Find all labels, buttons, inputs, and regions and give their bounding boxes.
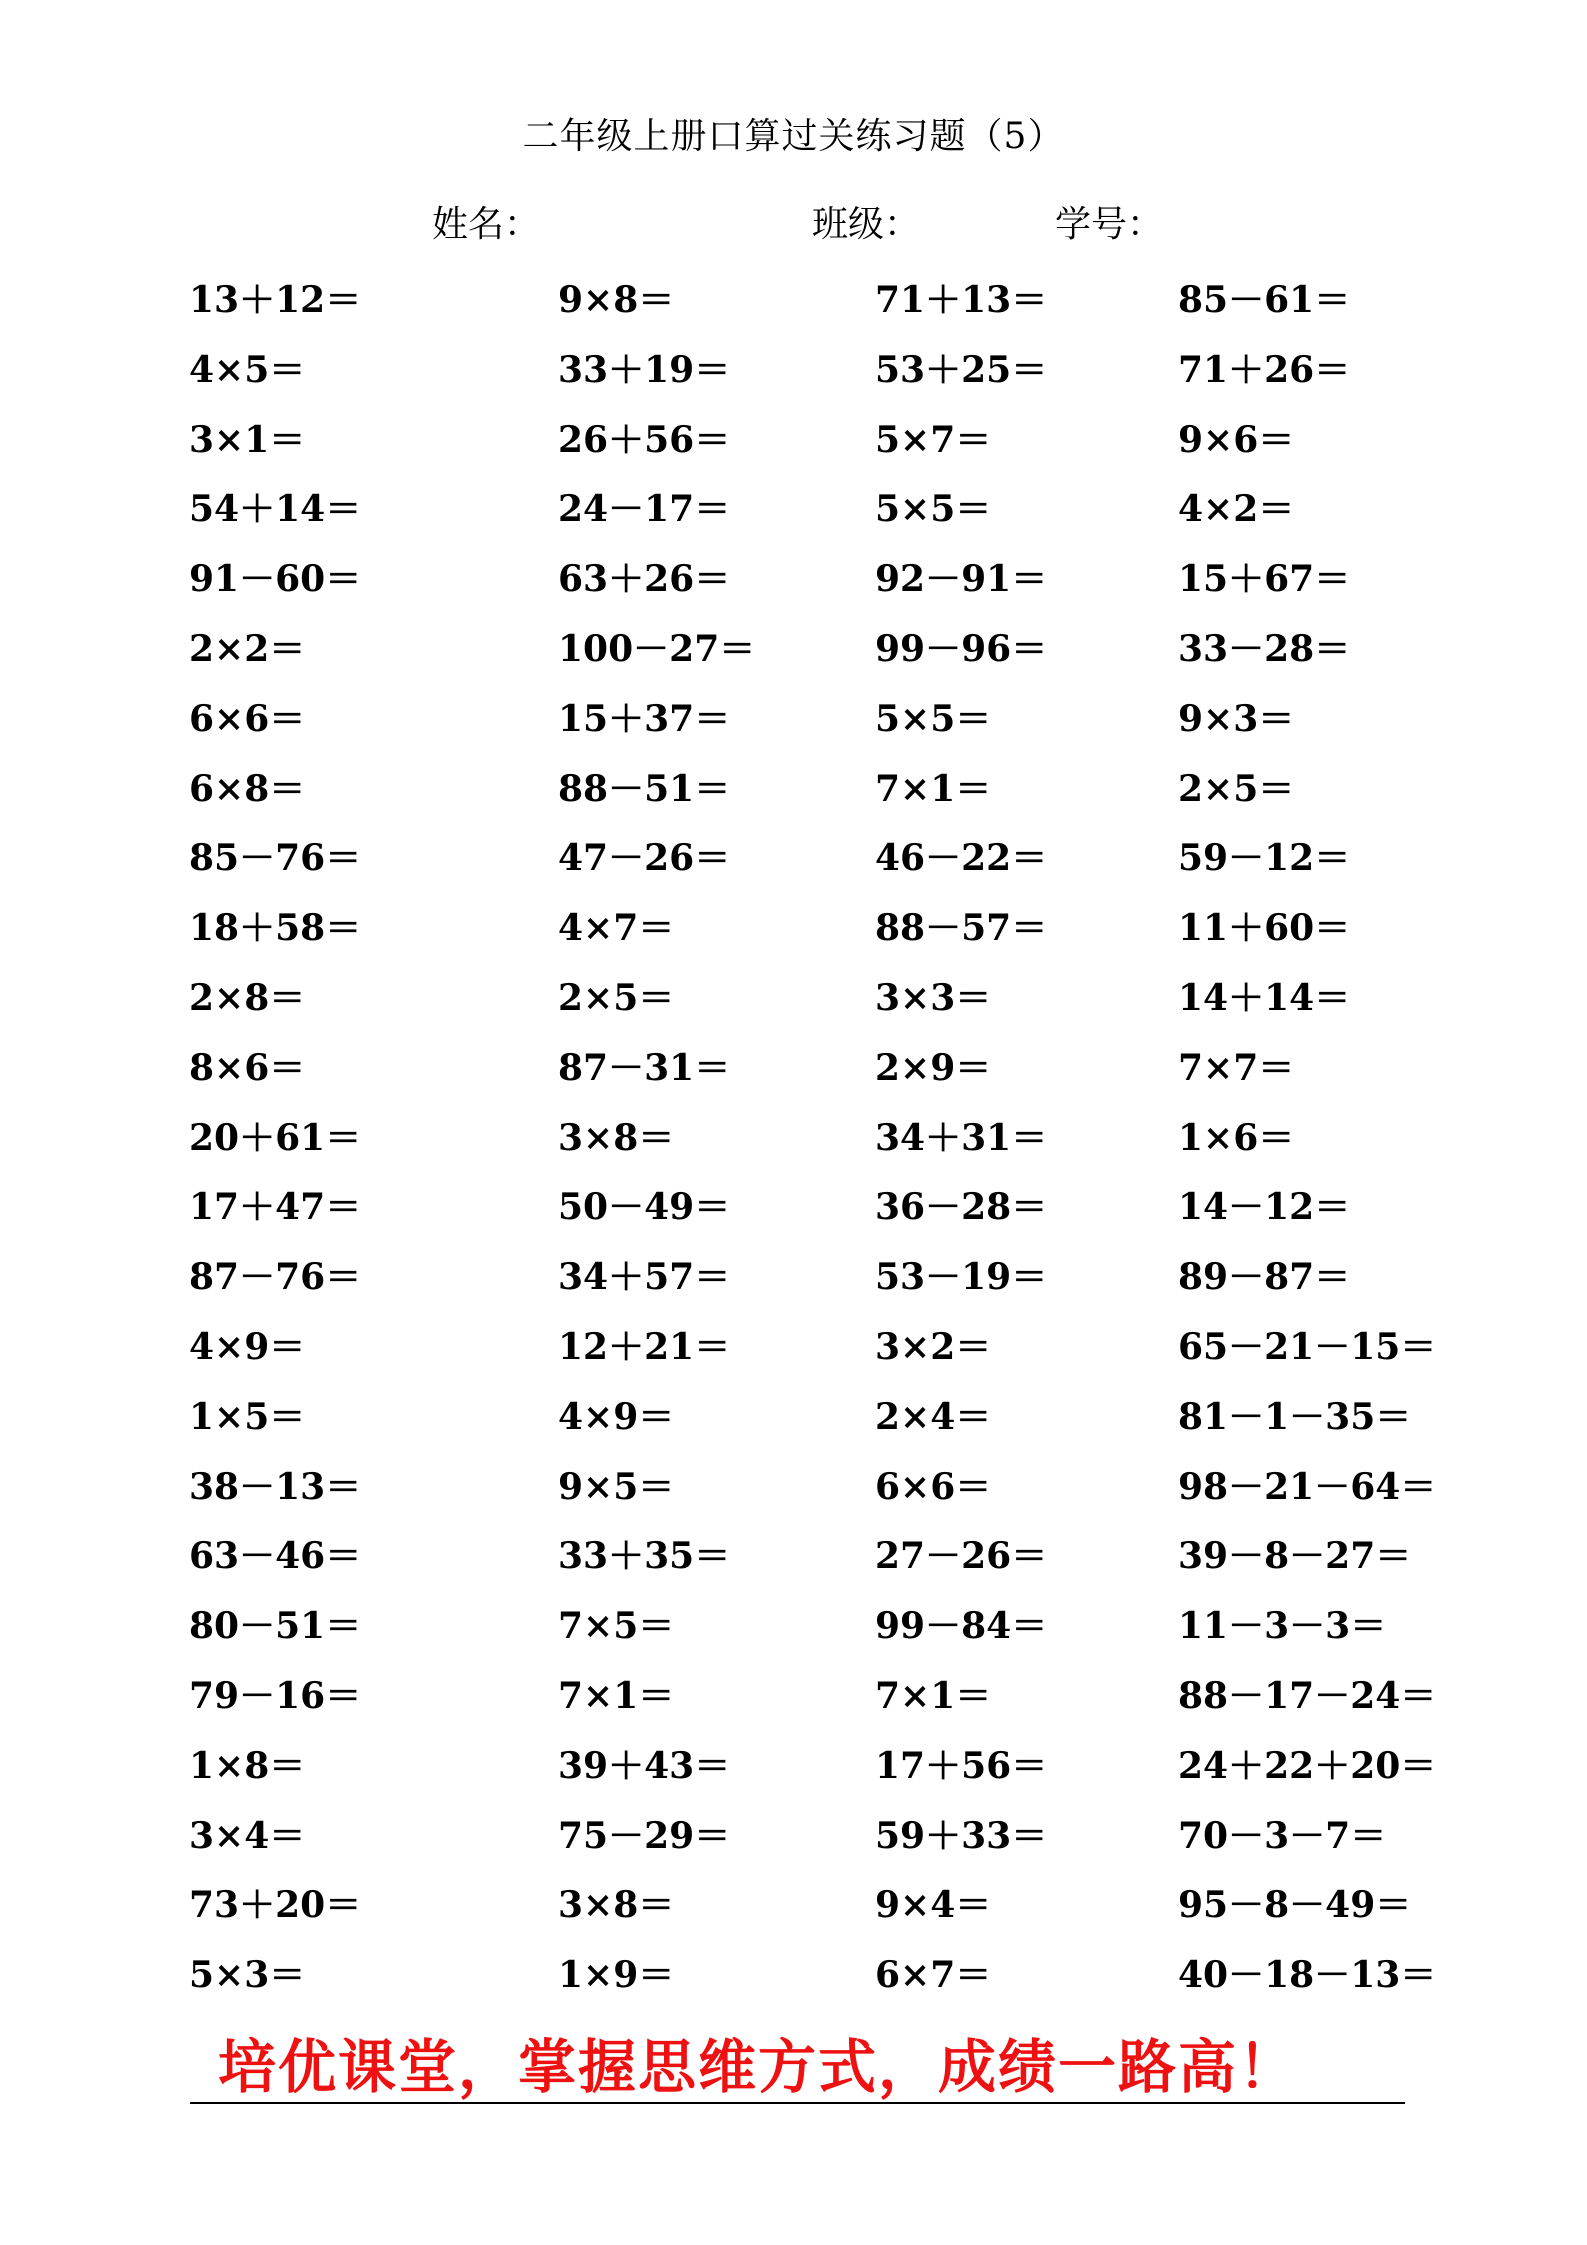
problem-item: 14－12＝ (1178, 1186, 1351, 1229)
problem-item: 9×4＝ (875, 1884, 992, 1927)
problem-item: 6×7＝ (875, 1954, 992, 1997)
problem-item: 6×6＝ (875, 1465, 992, 1508)
problem-item: 3×3＝ (875, 977, 992, 1019)
problem-item: 7×1＝ (875, 1675, 992, 1717)
problem-item: 1×6＝ (1178, 1116, 1295, 1159)
problem-item: 88－17－24＝ (1178, 1675, 1437, 1717)
problem-item: 13＋12＝ (189, 279, 362, 321)
problem-item: 2×2＝ (189, 628, 306, 670)
problem-item: 24－17＝ (558, 488, 731, 531)
problem-item: 88－51＝ (558, 767, 731, 810)
problem-item: 3×4＝ (189, 1814, 306, 1857)
problem-item: 9×6＝ (1178, 418, 1295, 461)
problem-item: 6×6＝ (189, 697, 306, 740)
problem-item: 33＋35＝ (558, 1535, 731, 1578)
problem-item: 3×2＝ (875, 1326, 992, 1368)
problem-item: 17＋47＝ (189, 1186, 362, 1229)
problem-item: 99－96＝ (875, 628, 1048, 670)
problem-item: 80－51＝ (189, 1605, 362, 1648)
problem-item: 14＋14＝ (1178, 977, 1351, 1019)
problem-item: 7×1＝ (875, 767, 992, 810)
problem-item: 11－3－3＝ (1178, 1605, 1387, 1648)
problem-item: 81－1－35＝ (1178, 1395, 1412, 1438)
problem-item: 33－28＝ (1178, 628, 1351, 670)
problem-item: 15＋67＝ (1178, 558, 1351, 601)
problem-item: 87－76＝ (189, 1256, 362, 1299)
name-label: 姓名： (432, 204, 541, 245)
problem-item: 24＋22＋20＝ (1178, 1744, 1437, 1787)
problem-item: 5×5＝ (875, 697, 992, 740)
problem-item: 88－57＝ (875, 907, 1048, 950)
problem-item: 50－49＝ (558, 1186, 731, 1229)
problem-item: 3×8＝ (558, 1884, 675, 1927)
problem-item: 11＋60＝ (1178, 907, 1351, 950)
divider-line (190, 2102, 1405, 2104)
problem-item: 73＋20＝ (189, 1884, 362, 1927)
problem-item: 4×5＝ (189, 348, 306, 391)
problem-item: 38－13＝ (189, 1465, 362, 1508)
problem-item: 4×9＝ (558, 1395, 675, 1438)
problem-item: 85－76＝ (189, 837, 362, 880)
problem-item: 70－3－7＝ (1178, 1814, 1387, 1857)
problem-item: 18＋58＝ (189, 907, 362, 950)
problem-item: 39－8－27＝ (1178, 1535, 1412, 1578)
problem-item: 95－8－49＝ (1178, 1884, 1412, 1927)
problem-item: 5×5＝ (875, 488, 992, 531)
problem-item: 40－18－13＝ (1178, 1954, 1437, 1997)
problem-item: 54＋14＝ (189, 488, 362, 531)
problem-item: 1×9＝ (558, 1954, 675, 1997)
problem-item: 5×3＝ (189, 1954, 306, 1997)
problem-item: 65－21－15＝ (1178, 1326, 1437, 1368)
class-label: 班级： (812, 204, 921, 245)
problem-item: 34＋57＝ (558, 1256, 731, 1299)
problem-item: 85－61＝ (1178, 279, 1351, 321)
problem-item: 8×6＝ (189, 1046, 306, 1089)
problem-item: 63－46＝ (189, 1535, 362, 1578)
problem-item: 20＋61＝ (189, 1116, 362, 1159)
problem-item: 2×9＝ (875, 1046, 992, 1089)
problem-item: 9×5＝ (558, 1465, 675, 1508)
problem-item: 26＋56＝ (558, 418, 731, 461)
problem-item: 63＋26＝ (558, 558, 731, 601)
problem-item: 1×8＝ (189, 1744, 306, 1787)
problem-item: 98－21－64＝ (1178, 1465, 1437, 1508)
problem-item: 91－60＝ (189, 558, 362, 601)
problem-item: 53－19＝ (875, 1256, 1048, 1299)
problem-item: 59＋33＝ (875, 1814, 1048, 1857)
problem-item: 89－87＝ (1178, 1256, 1351, 1299)
problem-item: 7×7＝ (1178, 1046, 1295, 1089)
problem-item: 9×3＝ (1178, 697, 1295, 740)
problem-item: 4×9＝ (189, 1326, 306, 1368)
problem-item: 100－27＝ (558, 628, 756, 670)
problem-item: 53＋25＝ (875, 348, 1048, 391)
problem-item: 2×8＝ (189, 977, 306, 1019)
page-title: 二年级上册口算过关练习题（5） (522, 116, 1065, 157)
problem-item: 12＋21＝ (558, 1326, 731, 1368)
problem-item: 3×1＝ (189, 418, 306, 461)
problem-item: 9×8＝ (558, 279, 675, 321)
problem-item: 5×7＝ (875, 418, 992, 461)
problem-item: 2×5＝ (558, 977, 675, 1019)
problem-item: 7×1＝ (558, 1675, 675, 1717)
problem-item: 79－16＝ (189, 1675, 362, 1717)
problem-item: 6×8＝ (189, 767, 306, 810)
problem-item: 39＋43＝ (558, 1744, 731, 1787)
problem-item: 27－26＝ (875, 1535, 1048, 1578)
problem-item: 92－91＝ (875, 558, 1048, 601)
problem-item: 34＋31＝ (875, 1116, 1048, 1159)
problem-item: 1×5＝ (189, 1395, 306, 1438)
problem-item: 7×5＝ (558, 1605, 675, 1648)
problem-item: 17＋56＝ (875, 1744, 1048, 1787)
problem-item: 87－31＝ (558, 1046, 731, 1089)
problem-item: 75－29＝ (558, 1814, 731, 1857)
problem-item: 3×8＝ (558, 1116, 675, 1159)
problem-item: 2×4＝ (875, 1395, 992, 1438)
problem-item: 4×7＝ (558, 907, 675, 950)
problem-item: 36－28＝ (875, 1186, 1048, 1229)
student-number-label: 学号： (1055, 204, 1164, 245)
problem-item: 47－26＝ (558, 837, 731, 880)
problem-item: 71＋13＝ (875, 279, 1048, 321)
problem-item: 99－84＝ (875, 1605, 1048, 1648)
problem-item: 46－22＝ (875, 837, 1048, 880)
problem-item: 4×2＝ (1178, 488, 1295, 531)
slogan: 培优课堂，掌握思维方式，成绩一路高！ (218, 2033, 1299, 2101)
problem-item: 15＋37＝ (558, 697, 731, 740)
problem-item: 71＋26＝ (1178, 348, 1351, 391)
problem-item: 2×5＝ (1178, 767, 1295, 810)
problem-item: 33＋19＝ (558, 348, 731, 391)
problem-item: 59－12＝ (1178, 837, 1351, 880)
